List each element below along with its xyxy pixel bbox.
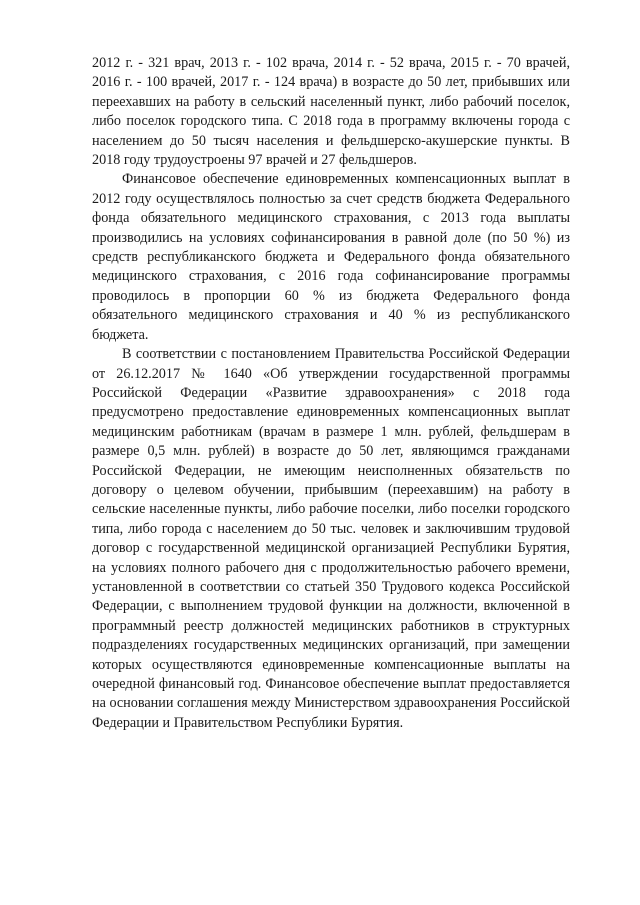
paragraph-program-statistics: 2012 г. - 321 врач, 2013 г. - 102 врача, 2014 г. - 52 врача, 2015 г. - 70 врачей, 2016 г. - 100 врачей, 2017 г. - 124 врача) в возрасте до 50 лет, прибывших или переехавших на работу в сельский населенный пункт, либо рабочий поселок, либо поселок городского типа. С 2018 года в программу включены города с населением до 50 тысяч населения и фельдшерско-акушерские пункты. В 2018 году трудоустроены 97 врачей и 27 фельдшеров. — [92, 55, 570, 169]
paragraph-financing: Финансовое обеспечение единовременных компенсационных выплат в 2012 году осуществлялось полностью за счет средств бюджета Федерального фонда обязательного медицинского страхования, с 2013 года выплаты производились на условиях софинансирования в равной доле (по 50 %) из средств республиканского бюджета и Федерального фонда обязательного медицинского страхования, с 2016 года софинансирование программы проводилось в пропорции 60 % из бюджета Федерального фонда обязательного медицинского страхования и 40 % из республиканского бюджета. — [92, 171, 570, 343]
document-page — [92, 54, 570, 733]
paragraph-government-decree: В соответствии с постановлением Правительства Российской Федерации от 26.12.2017 № 1640 «Об утверждении государственной программы Российской Федерации «Развитие здравоохранения» с 2018 года предусмотрено предоставление единовременных компенсационных выплат медицинским работникам (врачам в размере 1 млн. рублей, фельдшерам в размере 0,5 млн. рублей) в возрасте до 50 лет, являющимся гражданами Российской Федерации, не имеющим неисполненных обязательств по договору о целевом обучении, прибывшим (переехавшим) на работу в сельские населенные пункты, либо рабочие поселки, либо поселки городского типа, либо города с населением до 50 тыс. человек и заключившим трудовой договор с государственной медицинской организацией Республики Бурятия, на условиях полного рабочего дня с продолжительностью рабочего времени, установленной в соответствии со статьей 350 Трудового кодекса Российской Федерации, с выполнением трудовой функции на должности, включенной в программный реестр должностей медицинских работников в структурных подразделениях государственных медицинских организаций, при замещении которых осуществляются единовременные компенсационные выплаты на очередной финансовый год. Финансовое обеспечение выплат предоставляется на основании соглашения между Министерством здравоохранения Российской Федерации и Правительством Республики Бурятия. — [92, 346, 570, 731]
